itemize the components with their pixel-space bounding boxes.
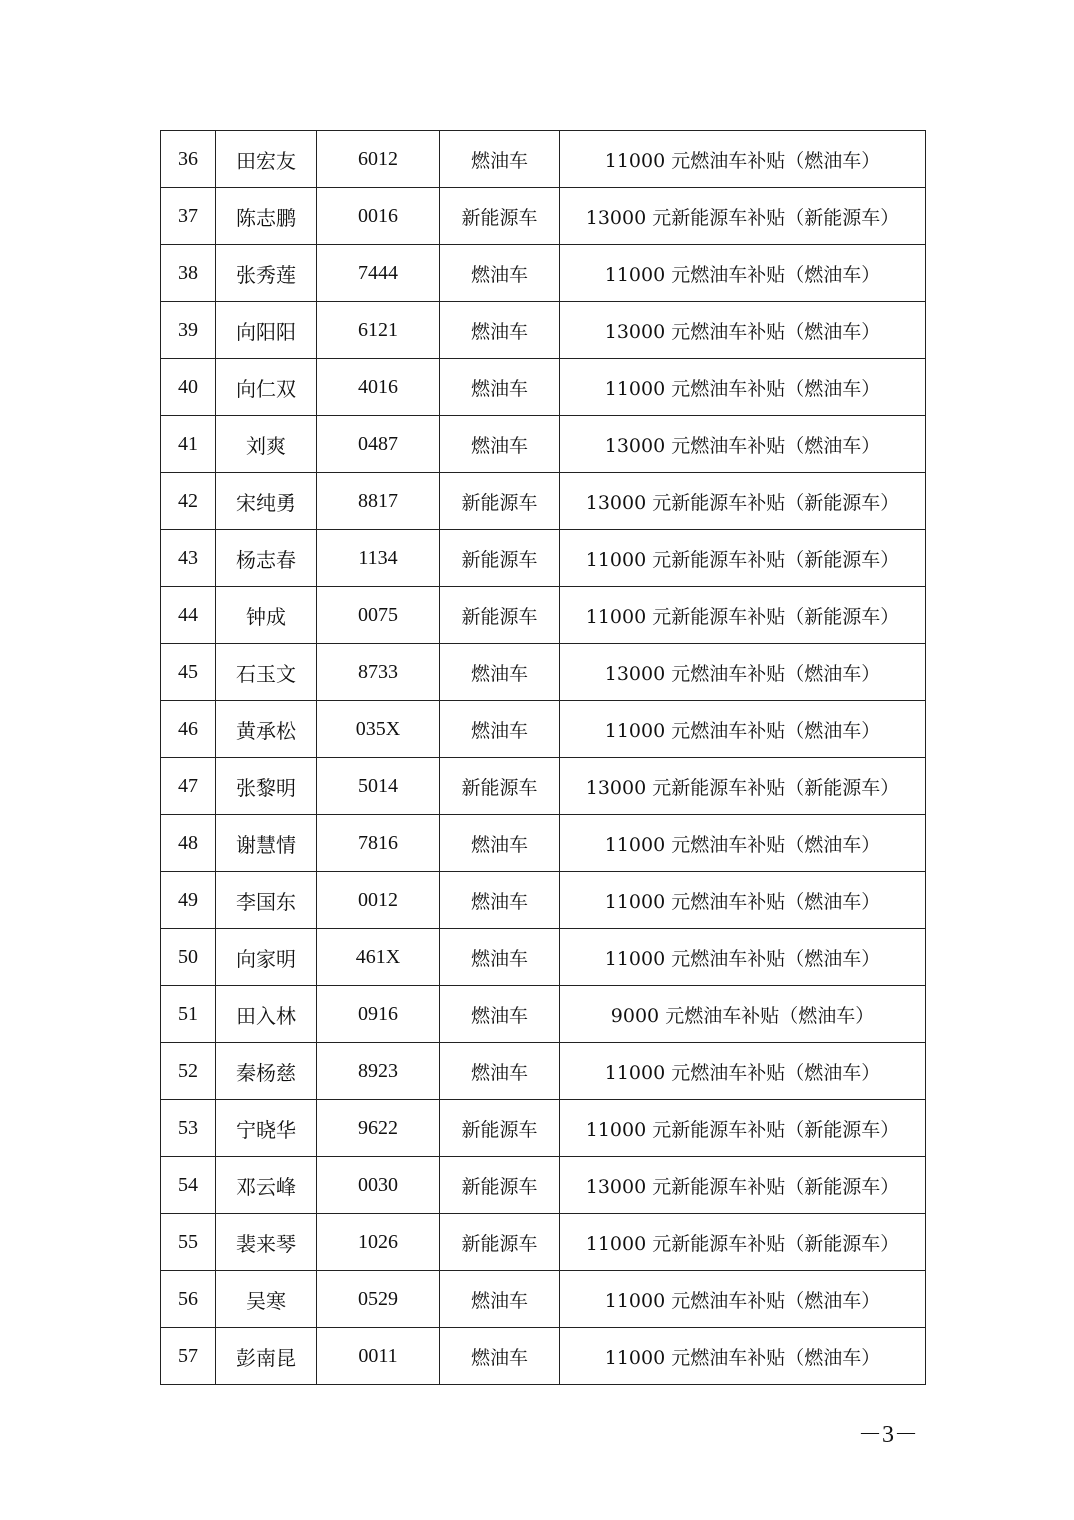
vehicle-type-cell: 燃油车 bbox=[440, 359, 560, 416]
vehicle-type-cell: 新能源车 bbox=[440, 1100, 560, 1157]
name-cell: 彭南昆 bbox=[216, 1328, 317, 1385]
id-tail-cell: 0016 bbox=[317, 188, 440, 245]
vehicle-type-cell: 新能源车 bbox=[440, 530, 560, 587]
vehicle-type-cell: 燃油车 bbox=[440, 929, 560, 986]
table-row bbox=[161, 245, 926, 302]
vehicle-type-cell: 燃油车 bbox=[440, 1328, 560, 1385]
table-row bbox=[161, 701, 926, 758]
vehicle-type-cell: 新能源车 bbox=[440, 1214, 560, 1271]
vehicle-type-cell: 新能源车 bbox=[440, 473, 560, 530]
id-tail-cell: 5014 bbox=[317, 758, 440, 815]
vehicle-type-cell: 燃油车 bbox=[440, 644, 560, 701]
vehicle-type-cell: 燃油车 bbox=[440, 701, 560, 758]
name-cell: 杨志春 bbox=[216, 530, 317, 587]
subsidy-cell: 11000 元燃油车补贴（燃油车） bbox=[560, 815, 926, 872]
table-row bbox=[161, 587, 926, 644]
subsidy-cell: 13000 元新能源车补贴（新能源车） bbox=[560, 473, 926, 530]
name-cell: 裴来琴 bbox=[216, 1214, 317, 1271]
subsidy-cell: 13000 元新能源车补贴（新能源车） bbox=[560, 758, 926, 815]
vehicle-type-cell: 燃油车 bbox=[440, 872, 560, 929]
name-cell: 吴寒 bbox=[216, 1271, 317, 1328]
subsidy-table bbox=[160, 130, 926, 1385]
vehicle-type-cell: 燃油车 bbox=[440, 1043, 560, 1100]
name-cell: 张秀莲 bbox=[216, 245, 317, 302]
vehicle-type-cell: 燃油车 bbox=[440, 245, 560, 302]
row-number-cell: 55 bbox=[161, 1214, 216, 1271]
row-number-cell: 38 bbox=[161, 245, 216, 302]
table-row bbox=[161, 1043, 926, 1100]
id-tail-cell: 0916 bbox=[317, 986, 440, 1043]
row-number-cell: 43 bbox=[161, 530, 216, 587]
name-cell: 邓云峰 bbox=[216, 1157, 317, 1214]
row-number-cell: 51 bbox=[161, 986, 216, 1043]
name-cell: 宁晓华 bbox=[216, 1100, 317, 1157]
subsidy-cell: 13000 元燃油车补贴（燃油车） bbox=[560, 302, 926, 359]
table-row bbox=[161, 1100, 926, 1157]
id-tail-cell: 8733 bbox=[317, 644, 440, 701]
table-row bbox=[161, 188, 926, 245]
name-cell: 田宏友 bbox=[216, 131, 317, 188]
subsidy-cell: 13000 元燃油车补贴（燃油车） bbox=[560, 416, 926, 473]
row-number-cell: 56 bbox=[161, 1271, 216, 1328]
name-cell: 向阳阳 bbox=[216, 302, 317, 359]
id-tail-cell: 6121 bbox=[317, 302, 440, 359]
vehicle-type-cell: 新能源车 bbox=[440, 758, 560, 815]
name-cell: 张黎明 bbox=[216, 758, 317, 815]
subsidy-cell: 11000 元燃油车补贴（燃油车） bbox=[560, 359, 926, 416]
row-number-cell: 41 bbox=[161, 416, 216, 473]
id-tail-cell: 0075 bbox=[317, 587, 440, 644]
table-row bbox=[161, 872, 926, 929]
id-tail-cell: 0030 bbox=[317, 1157, 440, 1214]
table-row bbox=[161, 359, 926, 416]
name-cell: 陈志鹏 bbox=[216, 188, 317, 245]
row-number-cell: 44 bbox=[161, 587, 216, 644]
name-cell: 李国东 bbox=[216, 872, 317, 929]
table-body bbox=[161, 131, 926, 1385]
vehicle-type-cell: 新能源车 bbox=[440, 1157, 560, 1214]
table-row bbox=[161, 416, 926, 473]
subsidy-cell: 11000 元新能源车补贴（新能源车） bbox=[560, 1214, 926, 1271]
vehicle-type-cell: 燃油车 bbox=[440, 1271, 560, 1328]
vehicle-type-cell: 新能源车 bbox=[440, 188, 560, 245]
name-cell: 黄承松 bbox=[216, 701, 317, 758]
vehicle-type-cell: 燃油车 bbox=[440, 131, 560, 188]
row-number-cell: 50 bbox=[161, 929, 216, 986]
id-tail-cell: 9622 bbox=[317, 1100, 440, 1157]
id-tail-cell: 0012 bbox=[317, 872, 440, 929]
subsidy-cell: 11000 元燃油车补贴（燃油车） bbox=[560, 131, 926, 188]
vehicle-type-cell: 燃油车 bbox=[440, 986, 560, 1043]
id-tail-cell: 0529 bbox=[317, 1271, 440, 1328]
name-cell: 钟成 bbox=[216, 587, 317, 644]
row-number-cell: 42 bbox=[161, 473, 216, 530]
subsidy-cell: 11000 元燃油车补贴（燃油车） bbox=[560, 929, 926, 986]
table-row bbox=[161, 986, 926, 1043]
table-row bbox=[161, 530, 926, 587]
vehicle-type-cell: 燃油车 bbox=[440, 416, 560, 473]
name-cell: 田入林 bbox=[216, 986, 317, 1043]
table-row bbox=[161, 1271, 926, 1328]
vehicle-type-cell: 燃油车 bbox=[440, 815, 560, 872]
row-number-cell: 52 bbox=[161, 1043, 216, 1100]
name-cell: 刘爽 bbox=[216, 416, 317, 473]
table-row bbox=[161, 473, 926, 530]
id-tail-cell: 0487 bbox=[317, 416, 440, 473]
subsidy-cell: 11000 元燃油车补贴（燃油车） bbox=[560, 1043, 926, 1100]
row-number-cell: 39 bbox=[161, 302, 216, 359]
id-tail-cell: 461X bbox=[317, 929, 440, 986]
row-number-cell: 53 bbox=[161, 1100, 216, 1157]
vehicle-type-cell: 燃油车 bbox=[440, 302, 560, 359]
id-tail-cell: 6012 bbox=[317, 131, 440, 188]
name-cell: 向仁双 bbox=[216, 359, 317, 416]
subsidy-cell: 9000 元燃油车补贴（燃油车） bbox=[560, 986, 926, 1043]
table-row bbox=[161, 1328, 926, 1385]
id-tail-cell: 7444 bbox=[317, 245, 440, 302]
row-number-cell: 45 bbox=[161, 644, 216, 701]
id-tail-cell: 1026 bbox=[317, 1214, 440, 1271]
table-row bbox=[161, 815, 926, 872]
table-row bbox=[161, 131, 926, 188]
table-row bbox=[161, 929, 926, 986]
id-tail-cell: 1134 bbox=[317, 530, 440, 587]
table-row bbox=[161, 758, 926, 815]
row-number-cell: 49 bbox=[161, 872, 216, 929]
row-number-cell: 48 bbox=[161, 815, 216, 872]
page-number: －3－ bbox=[858, 1422, 918, 1448]
subsidy-cell: 11000 元新能源车补贴（新能源车） bbox=[560, 587, 926, 644]
subsidy-cell: 11000 元燃油车补贴（燃油车） bbox=[560, 245, 926, 302]
table-row bbox=[161, 1214, 926, 1271]
subsidy-cell: 13000 元新能源车补贴（新能源车） bbox=[560, 188, 926, 245]
subsidy-cell: 11000 元新能源车补贴（新能源车） bbox=[560, 530, 926, 587]
name-cell: 秦杨慈 bbox=[216, 1043, 317, 1100]
name-cell: 宋纯勇 bbox=[216, 473, 317, 530]
id-tail-cell: 8817 bbox=[317, 473, 440, 530]
name-cell: 石玉文 bbox=[216, 644, 317, 701]
subsidy-cell: 11000 元燃油车补贴（燃油车） bbox=[560, 872, 926, 929]
id-tail-cell: 4016 bbox=[317, 359, 440, 416]
row-number-cell: 40 bbox=[161, 359, 216, 416]
name-cell: 谢慧情 bbox=[216, 815, 317, 872]
name-cell: 向家明 bbox=[216, 929, 317, 986]
row-number-cell: 57 bbox=[161, 1328, 216, 1385]
subsidy-cell: 13000 元新能源车补贴（新能源车） bbox=[560, 1157, 926, 1214]
vehicle-type-cell: 新能源车 bbox=[440, 587, 560, 644]
id-tail-cell: 0011 bbox=[317, 1328, 440, 1385]
row-number-cell: 54 bbox=[161, 1157, 216, 1214]
subsidy-cell: 11000 元新能源车补贴（新能源车） bbox=[560, 1100, 926, 1157]
row-number-cell: 46 bbox=[161, 701, 216, 758]
id-tail-cell: 8923 bbox=[317, 1043, 440, 1100]
id-tail-cell: 035X bbox=[317, 701, 440, 758]
table-row bbox=[161, 644, 926, 701]
table-row bbox=[161, 1157, 926, 1214]
subsidy-cell: 13000 元燃油车补贴（燃油车） bbox=[560, 644, 926, 701]
row-number-cell: 36 bbox=[161, 131, 216, 188]
row-number-cell: 37 bbox=[161, 188, 216, 245]
subsidy-table-container bbox=[160, 130, 925, 1385]
subsidy-cell: 11000 元燃油车补贴（燃油车） bbox=[560, 701, 926, 758]
subsidy-cell: 11000 元燃油车补贴（燃油车） bbox=[560, 1328, 926, 1385]
table-row bbox=[161, 302, 926, 359]
row-number-cell: 47 bbox=[161, 758, 216, 815]
subsidy-cell: 11000 元燃油车补贴（燃油车） bbox=[560, 1271, 926, 1328]
id-tail-cell: 7816 bbox=[317, 815, 440, 872]
